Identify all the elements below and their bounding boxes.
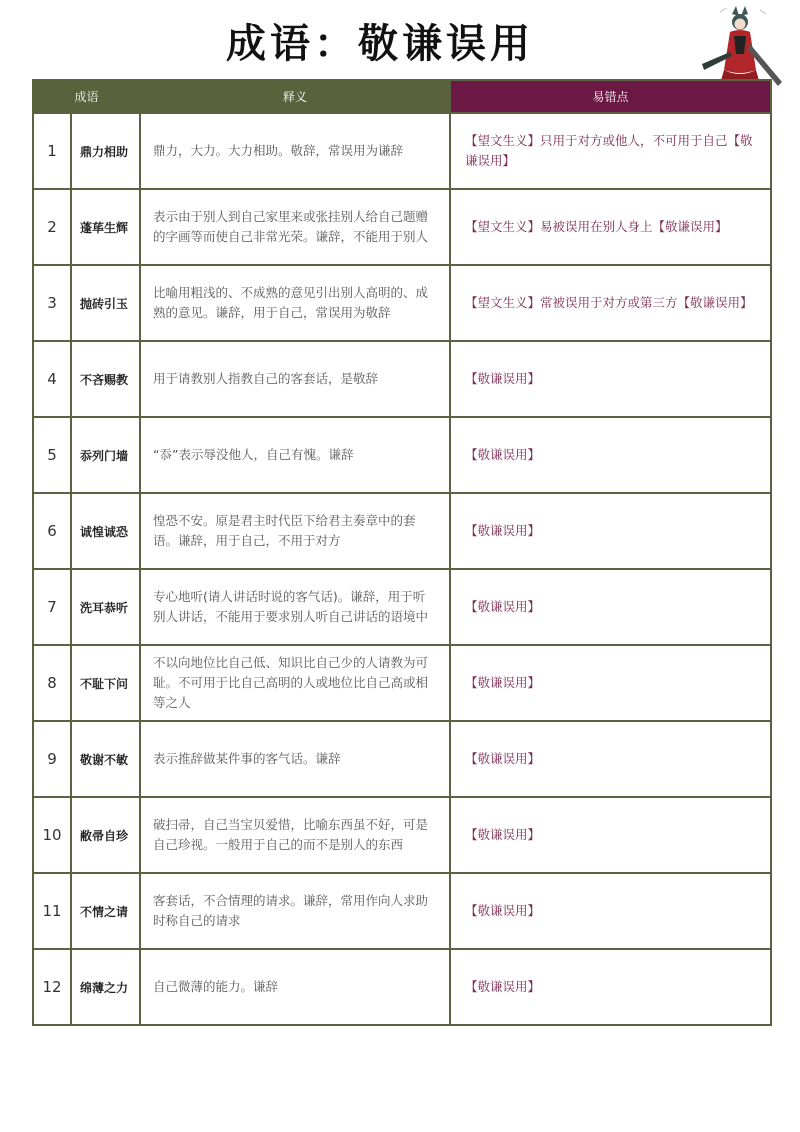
row-number: 4	[33, 341, 71, 417]
meaning-cell: 不以向地位比自己低、知识比自己少的人请教为可耻。不可用于比自己高明的人或地位比自己高或相等之人	[140, 645, 450, 721]
mistake-cell: 【望文生义】常被误用于对方或第三方【敬谦误用】	[450, 265, 771, 341]
table-row	[33, 113, 771, 189]
meaning-cell: 鼎力，大力。大力相助。敬辞，常误用为谦辞	[140, 113, 450, 189]
row-number: 10	[33, 797, 71, 873]
header-idiom: 成语	[33, 80, 140, 113]
table-row	[33, 645, 771, 721]
meaning-cell: 表示由于别人到自己家里来或张挂别人给自己题赠的字画等而使自己非常光荣。谦辞，不能用于别人	[140, 189, 450, 265]
idiom-cell: 不耻下问	[71, 645, 140, 721]
table-row	[33, 873, 771, 949]
idiom-table	[32, 79, 772, 1026]
row-number: 12	[33, 949, 71, 1025]
idiom-cell: 敬谢不敏	[71, 721, 140, 797]
idiom-cell: 不吝赐教	[71, 341, 140, 417]
idiom-cell: 抛砖引玉	[71, 265, 140, 341]
meaning-cell: 用于请教别人指教自己的客套话，是敬辞	[140, 341, 450, 417]
row-number: 11	[33, 873, 71, 949]
table-header-row	[33, 80, 771, 113]
mistake-cell: 【敬谦误用】	[450, 949, 771, 1025]
mistake-cell: 【敬谦误用】	[450, 797, 771, 873]
row-number: 5	[33, 417, 71, 493]
meaning-cell: “忝”表示辱没他人，自己有愧。谦辞	[140, 417, 450, 493]
idiom-cell: 绵薄之力	[71, 949, 140, 1025]
header-meaning: 释义	[140, 80, 450, 113]
mistake-cell: 【敬谦误用】	[450, 417, 771, 493]
mistake-cell: 【敬谦误用】	[450, 873, 771, 949]
mistake-cell: 【敬谦误用】	[450, 721, 771, 797]
row-number: 8	[33, 645, 71, 721]
idiom-cell: 忝列门墙	[71, 417, 140, 493]
table-row	[33, 493, 771, 569]
meaning-cell: 表示推辞做某件事的客气话。谦辞	[140, 721, 450, 797]
mistake-cell: 【望文生义】只用于对方或他人，不可用于自己【敬谦误用】	[450, 113, 771, 189]
table-row	[33, 417, 771, 493]
meaning-cell: 破扫帚，自己当宝贝爱惜，比喻东西虽不好，可是自己珍视。一般用于自己的而不是别人的东西	[140, 797, 450, 873]
table-row	[33, 797, 771, 873]
row-number: 6	[33, 493, 71, 569]
idiom-cell: 洗耳恭听	[71, 569, 140, 645]
row-number: 2	[33, 189, 71, 265]
meaning-cell: 自己微薄的能力。谦辞	[140, 949, 450, 1025]
idiom-cell: 鼎力相助	[71, 113, 140, 189]
idiom-cell: 不情之请	[71, 873, 140, 949]
meaning-cell: 惶恐不安。原是君主时代臣下给君主奏章中的套语。谦辞，用于自己，不用于对方	[140, 493, 450, 569]
table-row	[33, 189, 771, 265]
mistake-cell: 【敬谦误用】	[450, 569, 771, 645]
mistake-cell: 【敬谦误用】	[450, 493, 771, 569]
table-row	[33, 341, 771, 417]
table-row	[33, 949, 771, 1025]
idiom-cell: 蓬荜生辉	[71, 189, 140, 265]
row-number: 1	[33, 113, 71, 189]
mistake-cell: 【望文生义】易被误用在别人身上【敬谦误用】	[450, 189, 771, 265]
mistake-cell: 【敬谦误用】	[450, 341, 771, 417]
row-number: 7	[33, 569, 71, 645]
table-row	[33, 721, 771, 797]
row-number: 9	[33, 721, 71, 797]
mistake-cell: 【敬谦误用】	[450, 645, 771, 721]
table-row	[33, 265, 771, 341]
table-row	[33, 569, 771, 645]
page-title: 成语：敬谦误用	[226, 21, 534, 67]
meaning-cell: 比喻用粗浅的、不成熟的意见引出别人高明的、成熟的意见。谦辞，用于自己，常误用为敬辞	[140, 265, 450, 341]
header-mistake: 易错点	[450, 80, 771, 113]
idiom-cell: 敝帚自珍	[71, 797, 140, 873]
meaning-cell: 专心地听(请人讲话时说的客气话)。谦辞，用于听别人讲话，不能用于要求别人听自己讲话的语境中	[140, 569, 450, 645]
idiom-cell: 诚惶诚恐	[71, 493, 140, 569]
row-number: 3	[33, 265, 71, 341]
meaning-cell: 客套话，不合情理的请求。谦辞，常用作向人求助时称自己的请求	[140, 873, 450, 949]
